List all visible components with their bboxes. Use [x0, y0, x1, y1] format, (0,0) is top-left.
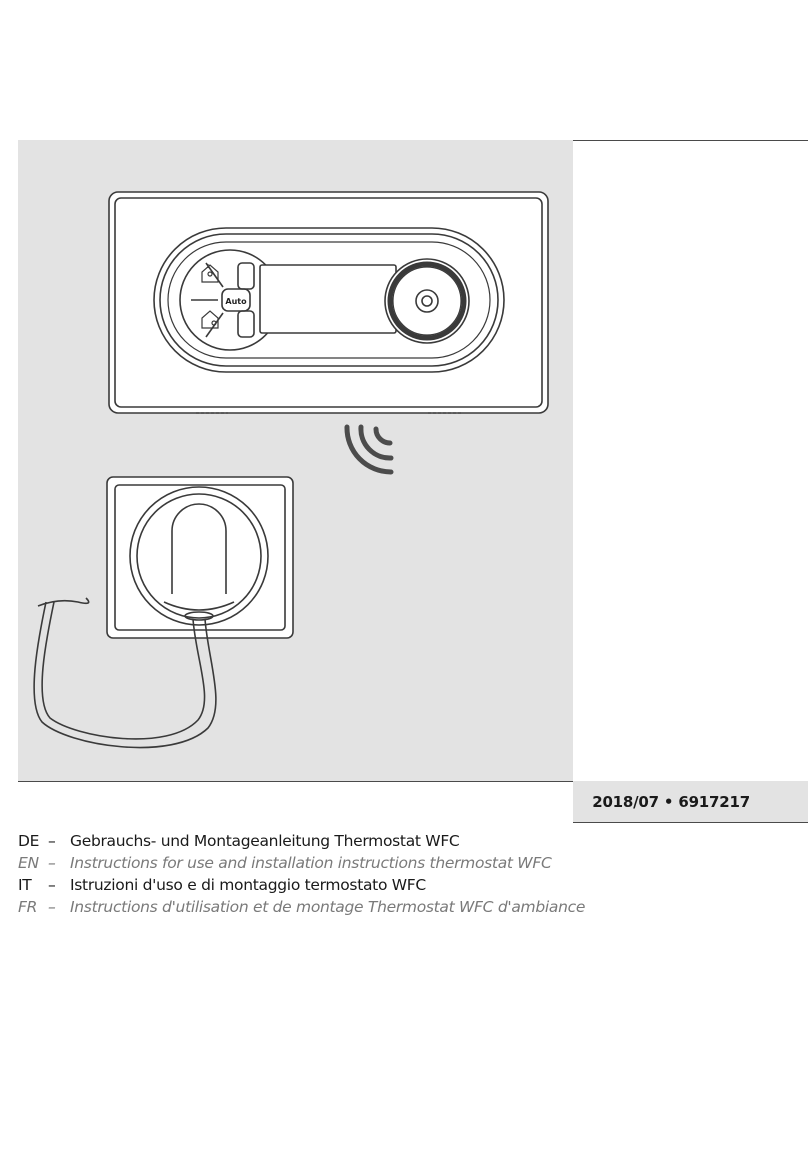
thermostat-illustration	[18, 140, 573, 781]
lang-code: IT	[18, 876, 32, 894]
auto-button[interactable]	[222, 289, 250, 311]
wireless-signal-icon	[347, 427, 391, 472]
lang-code: EN	[18, 854, 39, 872]
title-text: Instructions d'utilisation et de montage Thermostat WFC d'ambiance	[70, 898, 586, 916]
dash: –	[48, 832, 56, 850]
lcd-display	[260, 265, 396, 333]
version-bar	[573, 781, 808, 822]
lang-code: DE	[18, 832, 40, 850]
lang-code: FR	[18, 898, 38, 916]
title-text: Istruzioni d'uso e di montaggio termostato WFC	[70, 876, 426, 894]
title-text: Instructions for use and installation instructions thermostat WFC	[70, 854, 552, 872]
receiver-unit	[107, 477, 293, 638]
auto-button-label: Auto	[225, 297, 247, 306]
title-text: Gebrauchs- und Montageanleitung Thermostat WFC	[70, 832, 460, 850]
rotary-knob[interactable]	[385, 259, 469, 343]
version-code: 2018/07 • 6917217	[592, 793, 750, 811]
dash: –	[48, 898, 56, 916]
dash: –	[48, 876, 56, 894]
dash: –	[48, 854, 56, 872]
lower-rule	[573, 822, 808, 823]
